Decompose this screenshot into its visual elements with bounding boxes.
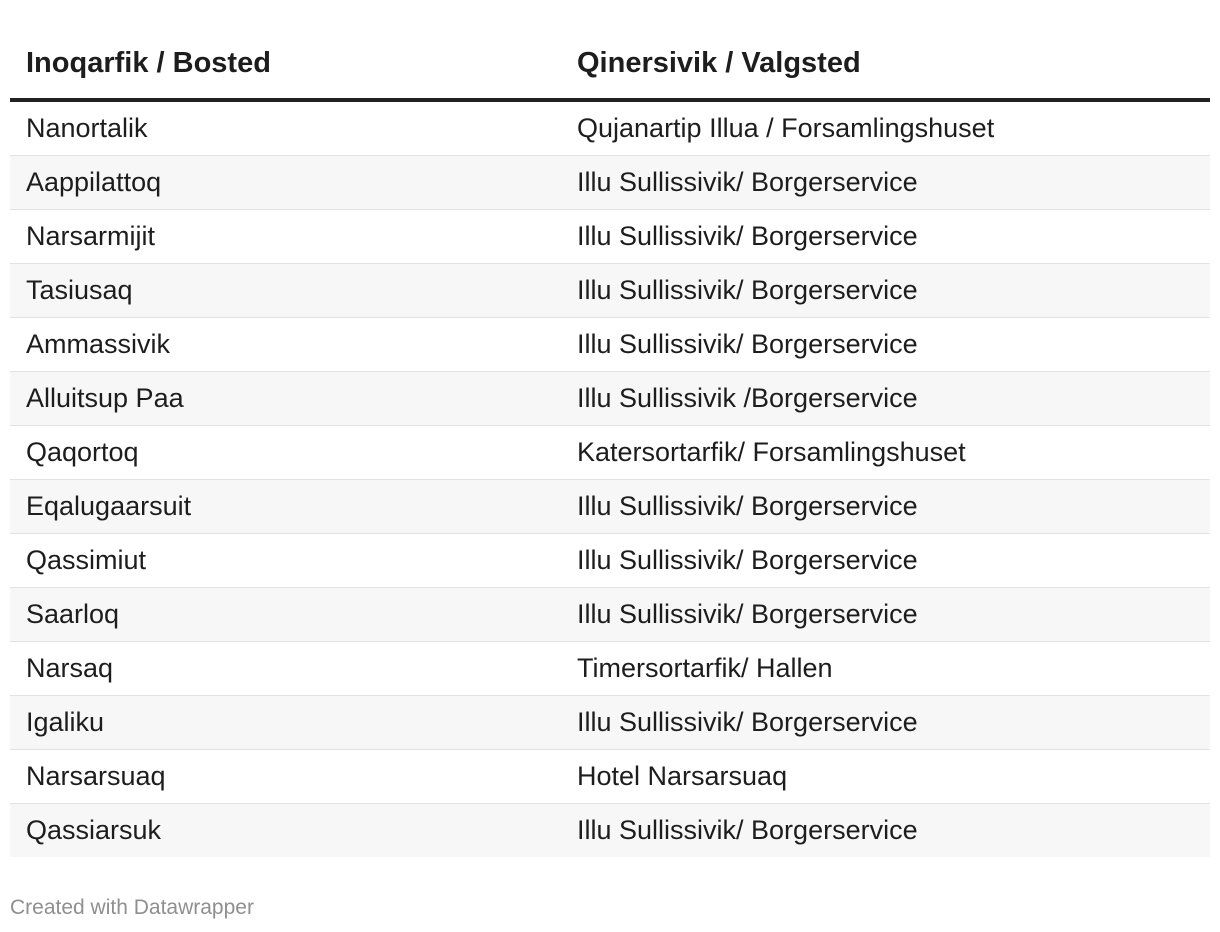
data-table-container	[10, 28, 1210, 857]
cell-polling-station: Illu Sullissivik/ Borgerservice	[561, 534, 1210, 588]
cell-polling-station: Illu Sullissivik/ Borgerservice	[561, 264, 1210, 318]
cell-residence: Qaqortoq	[10, 426, 561, 480]
table-row	[10, 750, 1210, 804]
cell-polling-station: Illu Sullissivik/ Borgerservice	[561, 804, 1210, 858]
cell-polling-station: Illu Sullissivik/ Borgerservice	[561, 318, 1210, 372]
cell-residence: Nanortalik	[10, 100, 561, 156]
column-header-residence[interactable]: Inoqarfik / Bosted	[10, 28, 561, 100]
cell-residence: Aappilattoq	[10, 156, 561, 210]
cell-residence: Qassiarsuk	[10, 804, 561, 858]
table-row	[10, 264, 1210, 318]
header-row	[10, 28, 1210, 100]
cell-residence: Tasiusaq	[10, 264, 561, 318]
table-row	[10, 426, 1210, 480]
cell-residence: Alluitsup Paa	[10, 372, 561, 426]
table-row	[10, 642, 1210, 696]
cell-polling-station: Illu Sullissivik/ Borgerservice	[561, 480, 1210, 534]
cell-residence: Igaliku	[10, 696, 561, 750]
cell-polling-station: Illu Sullissivik/ Borgerservice	[561, 210, 1210, 264]
table-row	[10, 588, 1210, 642]
cell-polling-station: Illu Sullissivik/ Borgerservice	[561, 588, 1210, 642]
table-row	[10, 804, 1210, 858]
table-row	[10, 534, 1210, 588]
cell-residence: Ammassivik	[10, 318, 561, 372]
table-row	[10, 318, 1210, 372]
datawrapper-credit[interactable]: Created with Datawrapper	[10, 896, 254, 919]
table-row	[10, 156, 1210, 210]
table-row	[10, 696, 1210, 750]
data-table	[10, 28, 1210, 857]
cell-polling-station: Hotel Narsarsuaq	[561, 750, 1210, 804]
cell-residence: Narsarsuaq	[10, 750, 561, 804]
table-row	[10, 372, 1210, 426]
column-header-polling-station[interactable]: Qinersivik / Valgsted	[561, 28, 1210, 100]
cell-polling-station: Qujanartip Illua / Forsamlingshuset	[561, 100, 1210, 156]
cell-polling-station: Illu Sullissivik/ Borgerservice	[561, 156, 1210, 210]
table-body	[10, 100, 1210, 857]
cell-polling-station: Illu Sullissivik/ Borgerservice	[561, 696, 1210, 750]
cell-polling-station: Katersortarfik/ Forsamlingshuset	[561, 426, 1210, 480]
cell-residence: Narsarmijit	[10, 210, 561, 264]
table-row	[10, 210, 1210, 264]
table-row	[10, 100, 1210, 156]
table-row	[10, 480, 1210, 534]
cell-residence: Eqalugaarsuit	[10, 480, 561, 534]
cell-polling-station: Timersortarfik/ Hallen	[561, 642, 1210, 696]
cell-residence: Saarloq	[10, 588, 561, 642]
cell-residence: Qassimiut	[10, 534, 561, 588]
cell-residence: Narsaq	[10, 642, 561, 696]
cell-polling-station: Illu Sullissivik /Borgerservice	[561, 372, 1210, 426]
table-header	[10, 28, 1210, 100]
